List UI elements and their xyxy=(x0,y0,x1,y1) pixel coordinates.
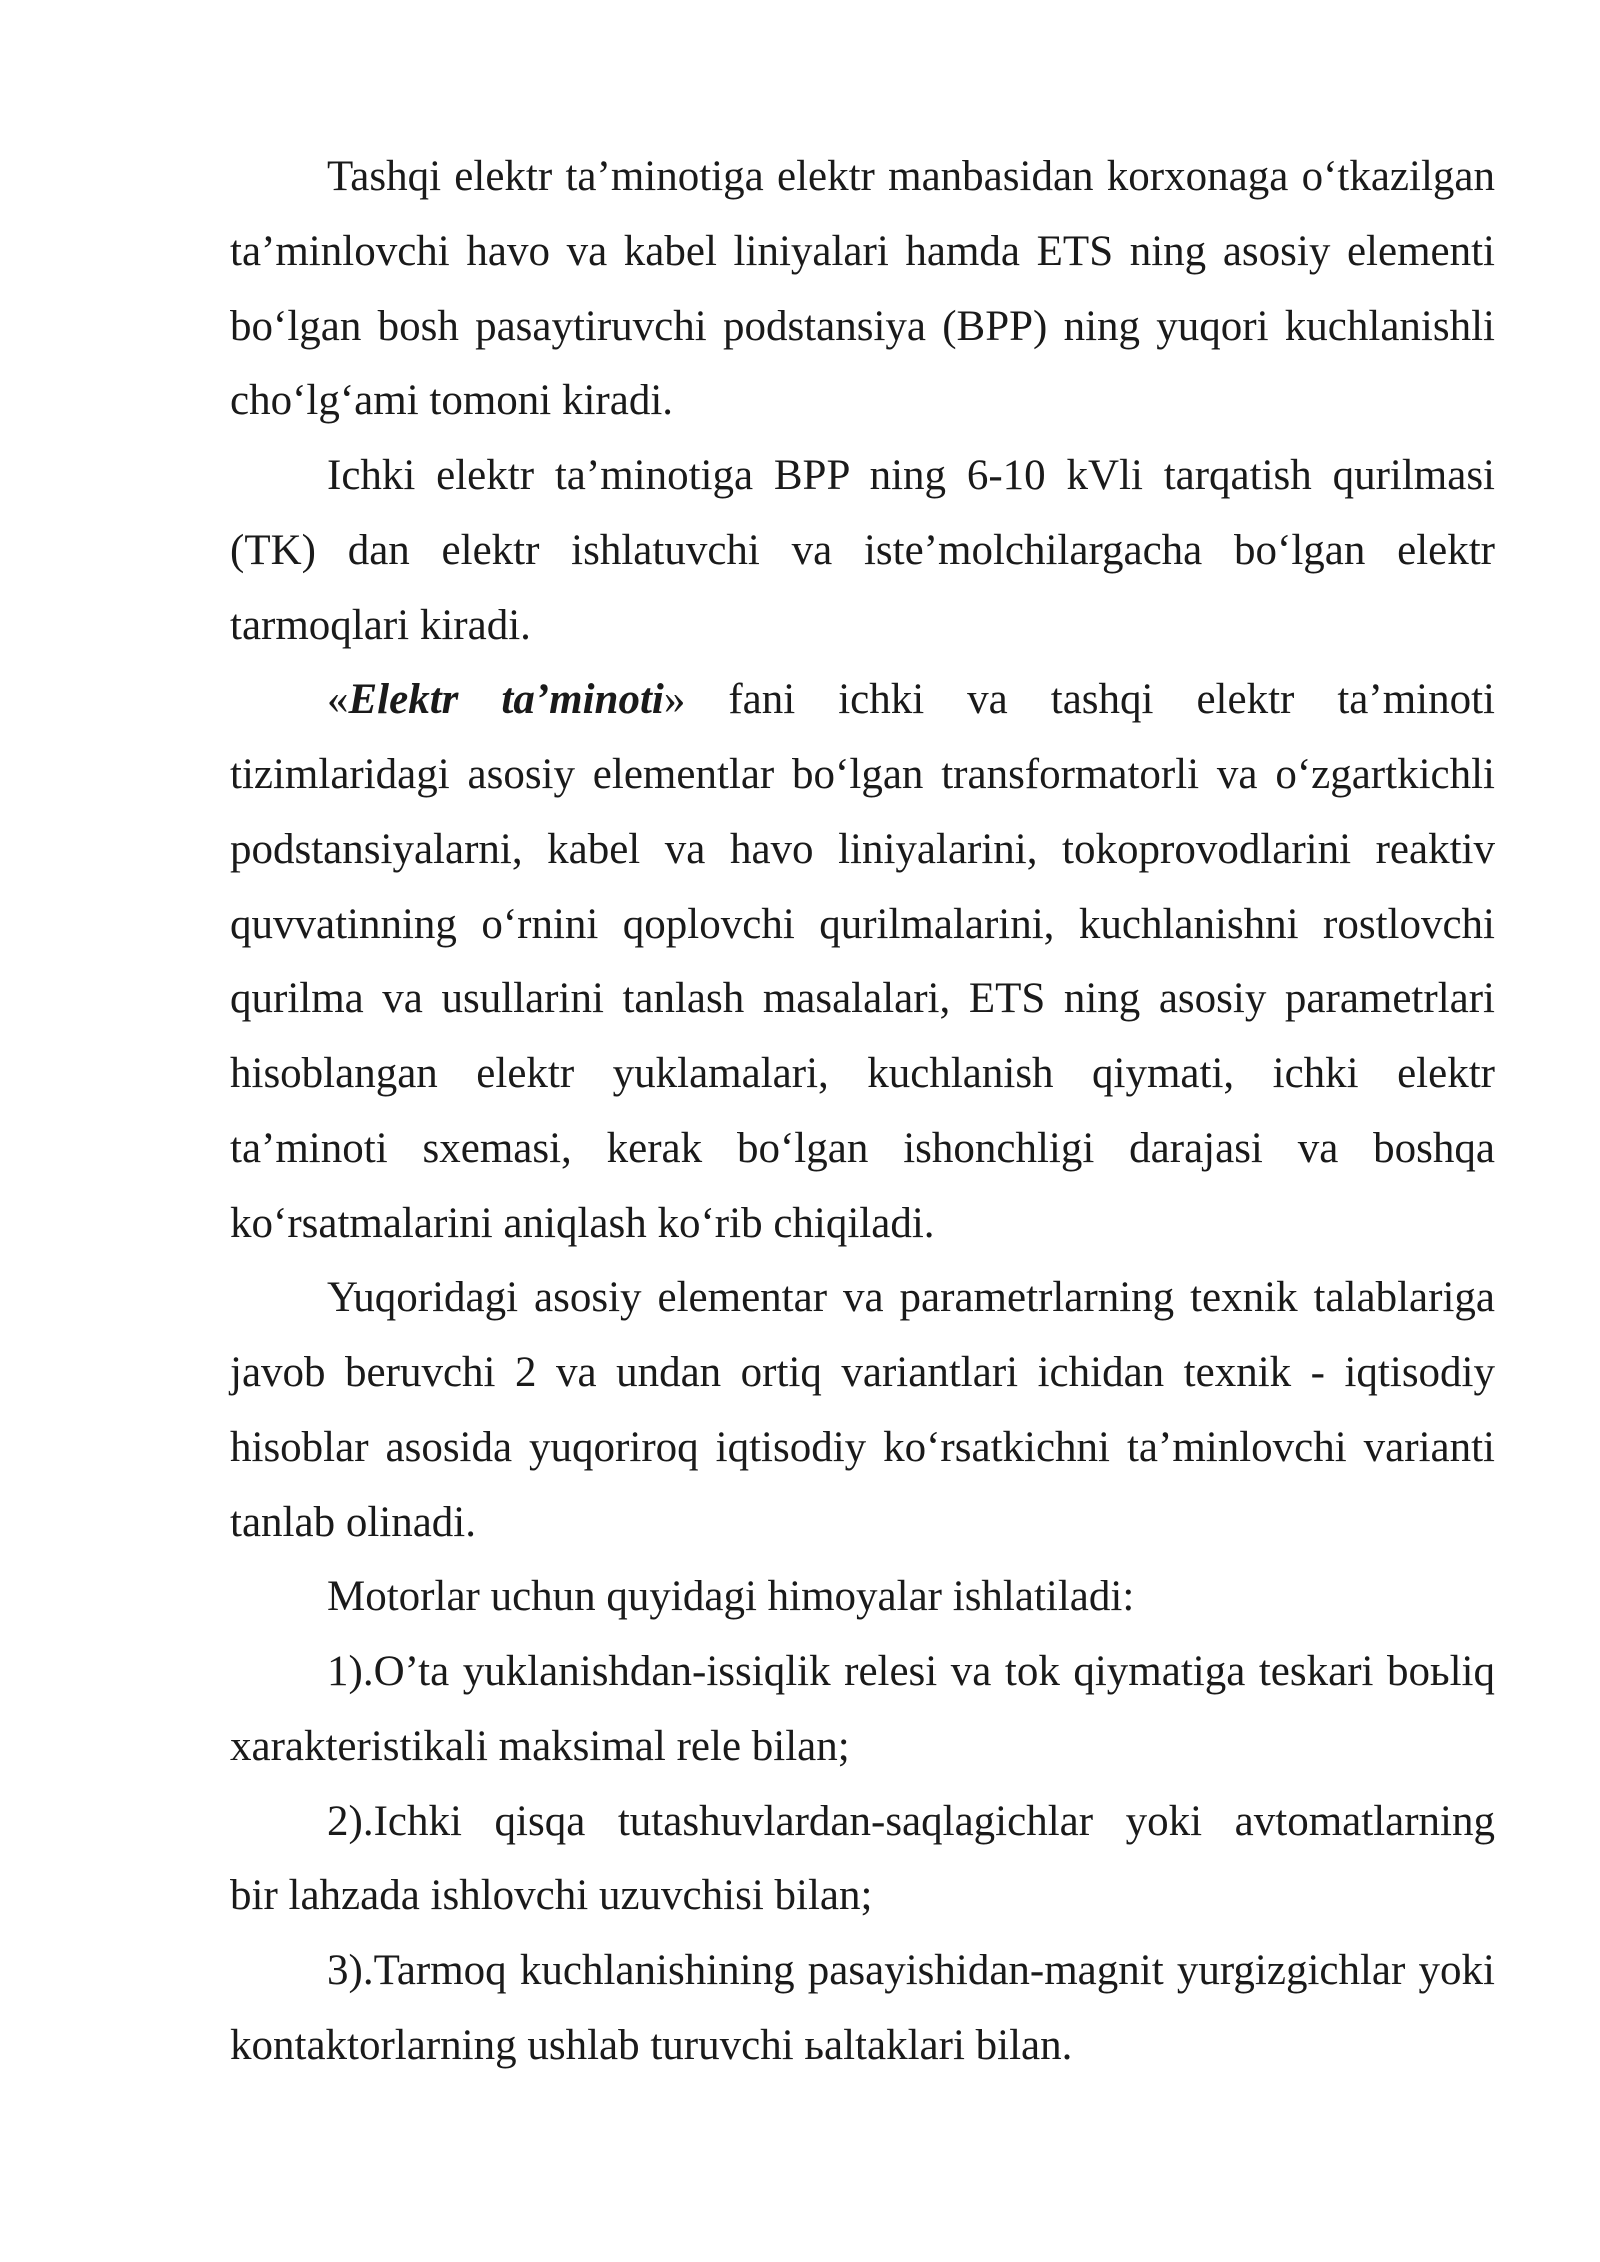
text-line: ta’minlovchi havo va kabel liniyalari hamda ETS ning asosiy elementi xyxy=(230,227,1495,275)
text-line: ko‘rsatmalarini aniqlash ko‘rib chiqiladi. xyxy=(230,1199,935,1247)
text-line: hisoblar asosida yuqoriroq iqtisodiy ko‘rsatkichni ta’minlovchi varianti xyxy=(230,1423,1495,1471)
text-line: bo‘lgan bosh pasaytiruvchi podstansiya (BPP) ning yuqori kuchlanishli xyxy=(230,302,1495,350)
text-line: tizimlaridagi asosiy elementlar bo‘lgan transformatorli va o‘zgartkichli xyxy=(230,751,1495,798)
text-line: ta’minoti sxemasi, kerak bo‘lgan ishonchligi darajasi va boshqa xyxy=(230,1124,1495,1172)
text-line: 2).Ichki qisqa tutashuvlardan-saqlagichlar yoki avtomatlarning xyxy=(327,1797,1495,1845)
course-title: Elektr ta’minoti xyxy=(348,676,664,724)
text-line: kontaktorlarning ushlab turuvchi ьaltaklari bilan. xyxy=(230,2021,1073,2069)
paragraph-variant-selection xyxy=(230,1261,1495,1560)
text-line: hisoblangan elektr yuklamalari, kuchlanish qiymati, ichki elektr xyxy=(230,1050,1495,1097)
document-body xyxy=(230,140,1495,2084)
text-line: Tashqi elektr ta’minotiga elektr manbasidan korxonaga o‘tkazilgan xyxy=(327,153,1495,200)
text-line: cho‘lg‘ami tomoni kiradi. xyxy=(230,377,674,425)
text-line: 3).Tarmoq kuchlanishining pasayishidan-magnit yurgizgichlar yoki xyxy=(327,1947,1495,1994)
list-item-undervoltage-protection xyxy=(230,1934,1495,2084)
list-item-short-circuit-protection xyxy=(230,1785,1495,1935)
text-line: Ichki elektr ta’minotiga BPP ning 6-10 kVli tarqatish qurilmasi xyxy=(327,452,1495,499)
text-line: Yuqoridagi asosiy elementar va parametrlarning texnik talablariga xyxy=(327,1274,1495,1322)
text-line: qurilma va usullarini tanlash masalalari, ETS ning asosiy parametrlari xyxy=(230,975,1495,1023)
paragraph-course-scope xyxy=(230,663,1495,1261)
opening-guillemet: « xyxy=(327,676,349,724)
text-line: quvvatinning o‘rnini qoplovchi qurilmalarini, kuchlanishni rostlovchi xyxy=(230,900,1495,948)
text-line: tarmoqlari kiradi. xyxy=(230,601,531,649)
text-line: Motorlar uchun quyidagi himoyalar ishlatiladi: xyxy=(327,1573,1135,1621)
text-line: xarakteristikali maksimal rele bilan; xyxy=(230,1722,850,1770)
text-line: (TK) dan elektr ishlatuvchi va iste’molchilargacha bo‘lgan elektr xyxy=(230,526,1495,574)
paragraph-motor-protection-intro xyxy=(230,1560,1495,1635)
text-line: tanlab olinadi. xyxy=(230,1498,476,1546)
text-line: podstansiyalarni, kabel va havo liniyalarini, tokoprovodlarini reaktiv xyxy=(230,825,1495,873)
text-line: 1).O’ta yuklanishdan-issiqlik relesi va tok qiymatiga teskari boьliq xyxy=(327,1648,1495,1695)
paragraph-internal-supply xyxy=(230,439,1495,663)
text-line xyxy=(230,663,1495,738)
text-segment: » fani ichki va tashqi elektr ta’minoti xyxy=(663,676,1495,724)
text-line: bir lahzada ishlovchi uzuvchisi bilan; xyxy=(230,1872,873,1920)
list-item-overload-protection xyxy=(230,1635,1495,1785)
text-line: javob beruvchi 2 va undan ortiq variantlari ichidan texnik - iqtisodiy xyxy=(230,1349,1495,1396)
paragraph-external-supply xyxy=(230,140,1495,439)
